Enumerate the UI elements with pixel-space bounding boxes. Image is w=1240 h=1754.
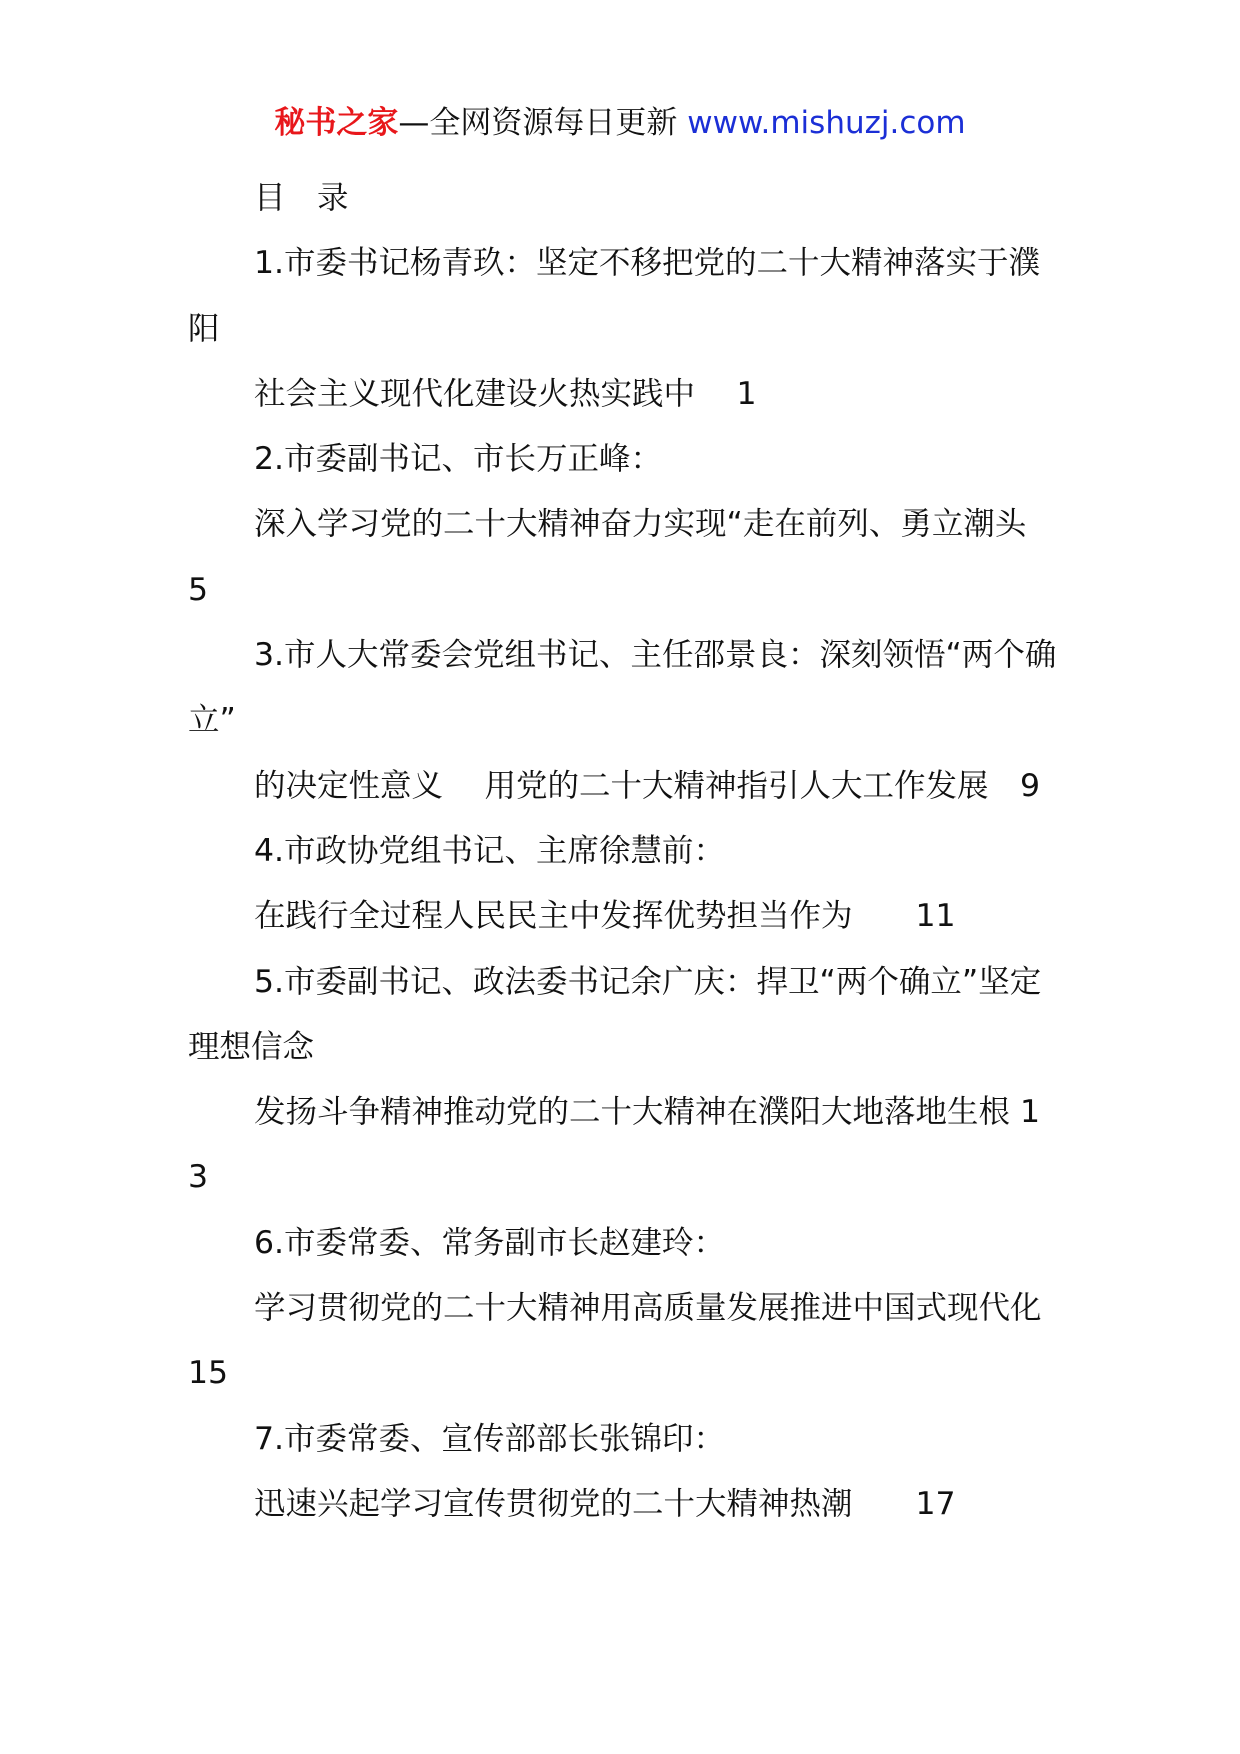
toc-entry-6-title: 6.市委常委、常务副市长赵建玲： — [254, 1224, 726, 1261]
toc-entry-6-subtitle: 学习贯彻党的二十大精神用高质量发展推进中国式现代化 15 — [188, 1290, 1074, 1392]
toc-entry-5-title: 5.市委副书记、政法委书记余广庆：捍卫“两个确立”坚定理想信念 — [188, 963, 1042, 1065]
toc-entry-2-title: 2.市委副书记、市长万正峰： — [254, 441, 663, 478]
toc-entry-3-subtitle: 的决定性意义 用党的二十大精神指引人大工作发展 9 — [254, 767, 1041, 804]
toc-entry-7-title: 7.市委常委、宣传部部长张锦印： — [254, 1420, 726, 1457]
toc-entry-1-title: 1.市委书记杨青玖：坚定不移把党的二十大精神落实于濮阳 — [188, 245, 1041, 347]
toc-entry-2-subtitle: 深入学习党的二十大精神奋力实现“走在前列、勇立潮头 5 — [188, 506, 1058, 608]
toc-entry-4-title: 4.市政协党组书记、主席徐慧前： — [254, 832, 726, 869]
toc-entry-3-title: 3.市人大常委会党组书记、主任邵景良：深刻领悟“两个确立” — [188, 637, 1057, 739]
toc-entry-5-subtitle: 发扬斗争精神推动党的二十大精神在濮阳大地落地生根 13 — [188, 1094, 1041, 1196]
header-tagline: —全网资源每日更新 — [398, 105, 678, 141]
site-url-link[interactable]: www.mishuzj.com — [687, 105, 966, 141]
toc-entry-4-subtitle: 在践行全过程人民民主中发挥优势担当作为 11 — [254, 898, 956, 935]
toc-title: 目 录 — [254, 180, 349, 216]
document-body — [188, 166, 1074, 1537]
toc-entry-7-subtitle: 迅速兴起学习宣传贯彻党的二十大精神热潮 17 — [254, 1485, 956, 1522]
toc-entry-1-subtitle: 社会主义现代化建设火热实践中 1 — [254, 375, 757, 412]
brand-name: 秘书之家 — [274, 105, 399, 141]
page-header — [0, 98, 1240, 148]
